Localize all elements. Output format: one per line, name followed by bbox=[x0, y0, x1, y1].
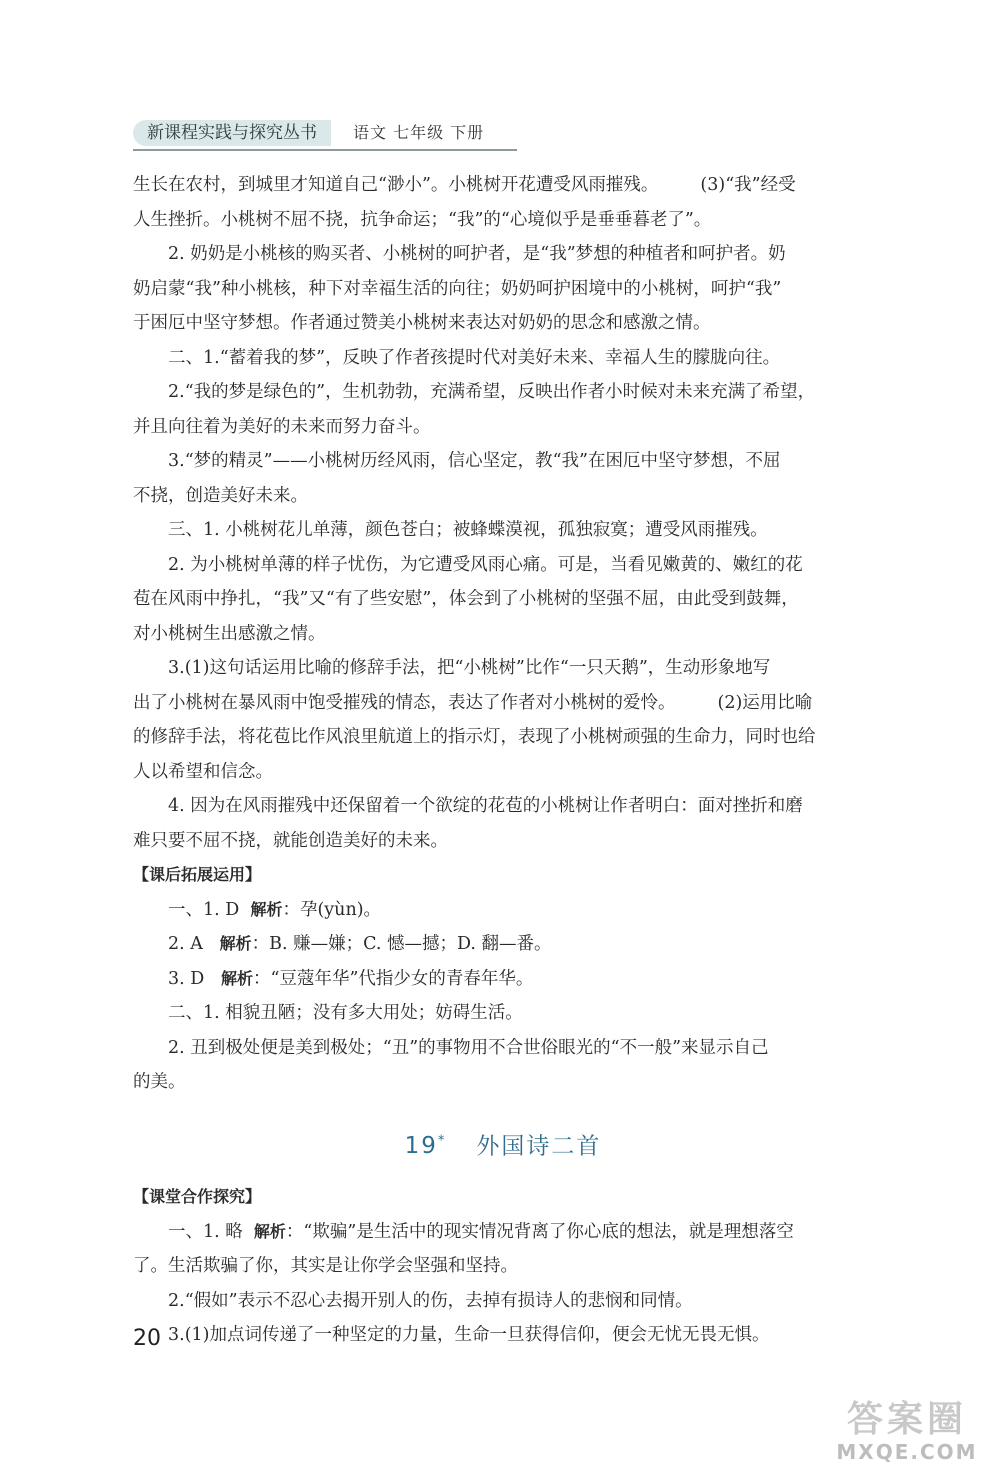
answer-line: 3.(1)加点词传递了一种坚定的力量，生命一旦获得信仰，便会无忧无畏无惧。 bbox=[168, 1325, 770, 1346]
text-line: 4. 因为在风雨摧残中还保留着一个欲绽的花苞的小桃树让作者明白：面对挫折和磨 bbox=[168, 796, 803, 816]
text-fragment: 生长在农村，到城里才知道自己“渺小”。小桃树开花遭受风雨摧残。 bbox=[133, 175, 659, 195]
text-line: 3.“梦的精灵”——小桃树历经风雨，信心坚定，教“我”在困厄中坚守梦想，不屈 bbox=[168, 451, 781, 471]
lesson-number-value: 19 bbox=[404, 1133, 438, 1160]
text-line: 3.(1)这句话运用比喻的修辞手法，把“小桃树”比作“一只天鹅”，生动形象地写 bbox=[168, 658, 771, 678]
text-line: 奶启蒙“我”种小桃核，种下对幸福生活的向往；奶奶呵护困境中的小桃树，呵护“我” bbox=[133, 278, 782, 299]
answer-line bbox=[133, 893, 873, 928]
text-line: 2.“我的梦是绿色的”，生机勃勃，充满希望，反映出作者小时候对未来充满了希望， bbox=[168, 382, 816, 402]
answer-number: 一、1. 略 bbox=[168, 1221, 243, 1242]
text-line: 于困厄中坚守梦想。作者通过赞美小桃树来表达对奶奶的思念和感激之情。 bbox=[133, 313, 711, 333]
answer-line: 2. 丑到极处便是美到极处；“丑”的事物用不合世俗眼光的“不一般”来显示自己 bbox=[168, 1037, 769, 1058]
text-line: 二、1.“蓄着我的梦”，反映了作者孩提时代对美好未来、幸福人生的朦胧向往。 bbox=[168, 347, 781, 368]
answer-line bbox=[133, 927, 873, 962]
text-line: 2. 为小桃树单薄的样子忧伤，为它遭受风雨心痛。可是，当看见嫩黄的、嫩红的花 bbox=[168, 554, 803, 575]
text-line: 的修辞手法，将花苞比作风浪里航道上的指示灯，表现了小桃树顽强的生命力，同时也给 bbox=[133, 727, 816, 747]
answer-text: ：“欺骗”是生活中的现实情况背离了你心底的想法，就是理想落空 bbox=[285, 1221, 794, 1242]
lesson-title bbox=[133, 1122, 873, 1167]
answer-number: 3. D bbox=[168, 968, 205, 989]
answer-text: ：“豆蔻年华”代指少女的青春年华。 bbox=[253, 968, 534, 989]
text-line: 人生挫折。小桃树不屈不挠，抗争命运；“我”的“心境似乎是垂垂暮老了”。 bbox=[133, 209, 712, 230]
text-fragment: 出了小桃树在暴风雨中饱受摧残的情态，表达了作者对小桃树的爱怜。 bbox=[133, 692, 676, 713]
text-line: 并且向往着为美好的未来而努力奋斗。 bbox=[133, 416, 431, 437]
text-fragment: (3)“我”经受 bbox=[700, 175, 796, 195]
page-number: 20 bbox=[133, 1326, 161, 1351]
header-rule bbox=[133, 149, 517, 151]
lesson-number bbox=[405, 1133, 447, 1159]
text-line: 苞在风雨中挣扎，“我”又“有了些安慰”，体会到了小桃树的坚强不屈，由此受到鼓舞， bbox=[133, 589, 799, 609]
text-line bbox=[133, 168, 873, 203]
lesson-marker: * bbox=[437, 1133, 447, 1149]
text-line: 对小桃树生出感激之情。 bbox=[133, 623, 326, 644]
analysis-label: 解析 bbox=[219, 934, 252, 953]
answer-number: 一、1. D bbox=[168, 899, 240, 920]
answer-line: 了。生活欺骗了你，其实是让你学会坚强和坚持。 bbox=[133, 1256, 518, 1277]
text-line: 2. 奶奶是小桃核的购买者、小桃树的呵护者，是“我”梦想的种植者和呵护者。奶 bbox=[168, 244, 786, 264]
analysis-label: 解析 bbox=[221, 968, 254, 988]
answer-text: ：B. 赚—嫌；C. 憾—撼；D. 翻—番。 bbox=[251, 934, 552, 954]
answer-line: 2.“假如”表示不忍心去揭开别人的伤，去掉有损诗人的悲悯和同情。 bbox=[168, 1290, 693, 1311]
section-heading-in-class: 【课堂合作探究】 bbox=[133, 1187, 262, 1207]
site-watermark bbox=[818, 1400, 996, 1472]
analysis-label: 解析 bbox=[253, 1221, 286, 1241]
text-fragment: (2)运用比喻 bbox=[717, 692, 813, 713]
page-body bbox=[133, 168, 873, 1353]
answer-line bbox=[133, 962, 873, 997]
answer-line: 二、1. 相貌丑陋；没有多大用处；妨碍生活。 bbox=[168, 1003, 523, 1023]
answer-text: ：孕(yùn)。 bbox=[282, 899, 382, 920]
text-line: 人以希望和信念。 bbox=[133, 761, 273, 782]
text-line: 难只要不屈不挠，就能创造美好的未来。 bbox=[133, 830, 448, 851]
subject-grade-label: 语文 七年级 下册 bbox=[353, 123, 485, 142]
text-line bbox=[133, 686, 873, 721]
series-title: 新课程实践与探究丛书 bbox=[133, 120, 331, 146]
text-line: 不挠，创造美好未来。 bbox=[133, 485, 308, 506]
running-header bbox=[133, 118, 533, 148]
answer-line: 的美。 bbox=[133, 1072, 186, 1092]
answer-number: 2. A bbox=[168, 934, 203, 954]
watermark-logo-text: 答案圈 bbox=[846, 1399, 967, 1440]
answer-line bbox=[133, 1215, 873, 1250]
text-line: 三、1. 小桃树花儿单薄，颜色苍白；被蜂蝶漠视，孤独寂寞；遭受风雨摧残。 bbox=[168, 520, 768, 540]
lesson-title-text: 外国诗二首 bbox=[476, 1133, 602, 1160]
watermark-domain: MXQE.COM bbox=[836, 1440, 978, 1464]
section-heading-after-class: 【课后拓展运用】 bbox=[133, 865, 262, 884]
analysis-label: 解析 bbox=[250, 899, 283, 919]
